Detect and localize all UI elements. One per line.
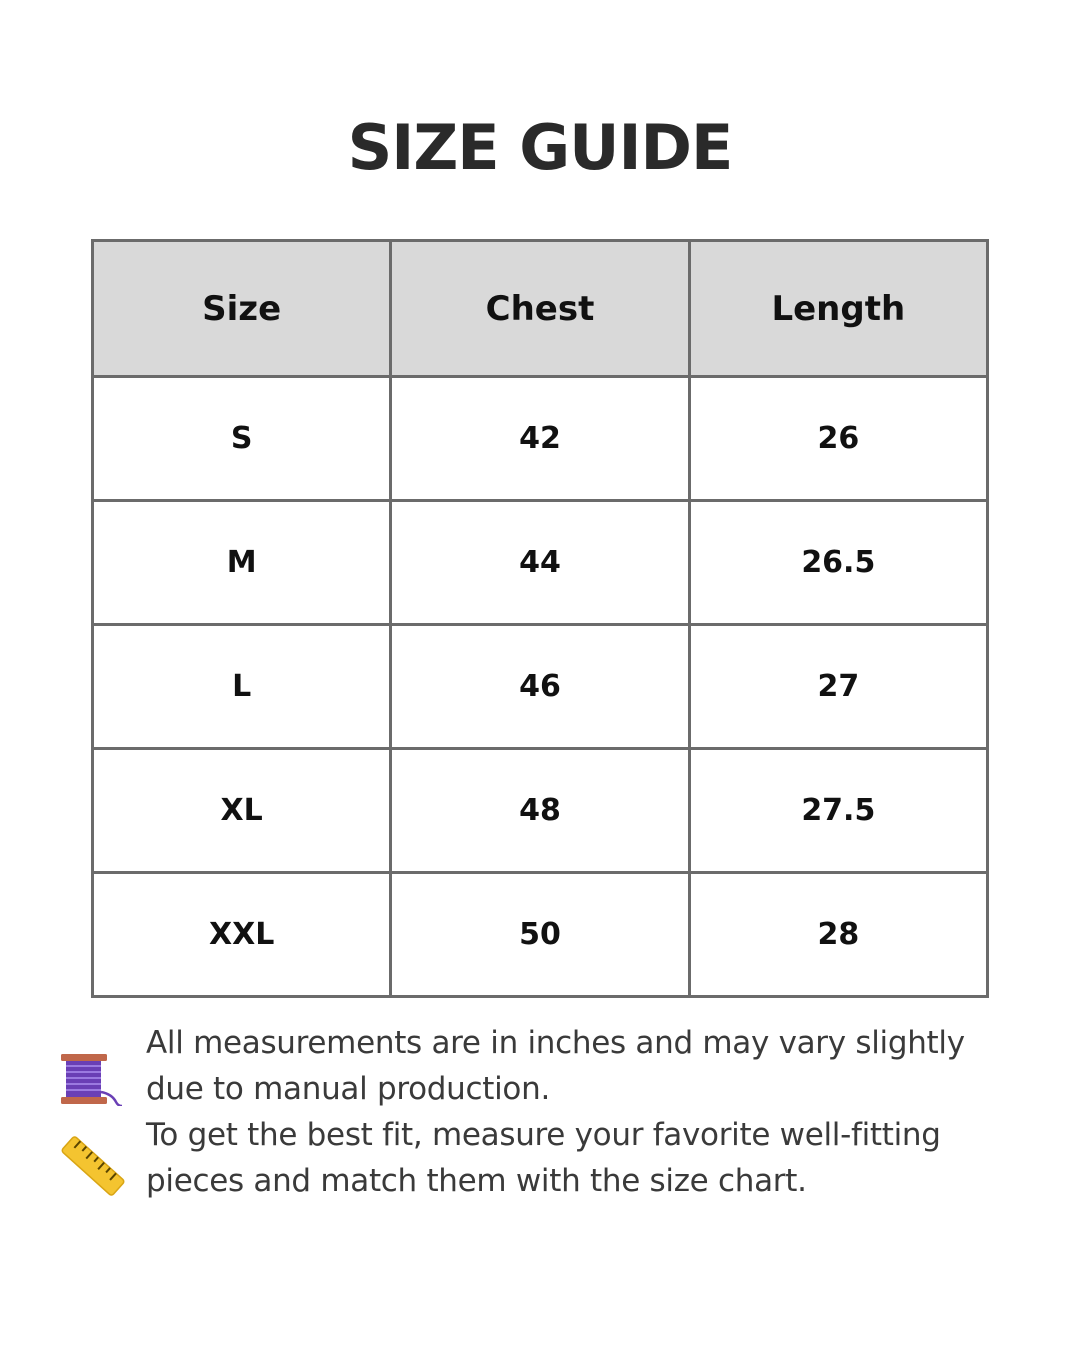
cell-chest: 50 <box>391 873 689 997</box>
cell-size: S <box>93 377 391 501</box>
table-row <box>93 749 988 873</box>
table-row <box>93 625 988 749</box>
cell-length: 27 <box>689 625 987 749</box>
note-text: All measurements are in inches and may vary slightly due to manual production. <box>146 1025 965 1107</box>
note-fit <box>58 1112 1008 1204</box>
note-measurements <box>58 1020 1008 1112</box>
header-size: Size <box>93 241 391 377</box>
cell-size: XL <box>93 749 391 873</box>
cell-size: M <box>93 501 391 625</box>
cell-length: 26.5 <box>689 501 987 625</box>
ruler-icon <box>58 1128 128 1198</box>
header-chest: Chest <box>391 241 689 377</box>
thread-spool-icon <box>58 1036 128 1106</box>
notes-section <box>58 1020 1008 1204</box>
size-chart-table <box>91 239 989 998</box>
cell-size: L <box>93 625 391 749</box>
table-row <box>93 501 988 625</box>
cell-length: 27.5 <box>689 749 987 873</box>
table-row <box>93 377 988 501</box>
cell-chest: 42 <box>391 377 689 501</box>
table-header-row <box>93 241 988 377</box>
cell-chest: 44 <box>391 501 689 625</box>
cell-length: 28 <box>689 873 987 997</box>
cell-length: 26 <box>689 377 987 501</box>
cell-chest: 46 <box>391 625 689 749</box>
note-text: To get the best fit, measure your favorite well-fitting pieces and match them with the size chart. <box>146 1117 941 1199</box>
cell-chest: 48 <box>391 749 689 873</box>
page-title: SIZE GUIDE <box>347 111 733 184</box>
header-length: Length <box>689 241 987 377</box>
cell-size: XXL <box>93 873 391 997</box>
table-row <box>93 873 988 997</box>
